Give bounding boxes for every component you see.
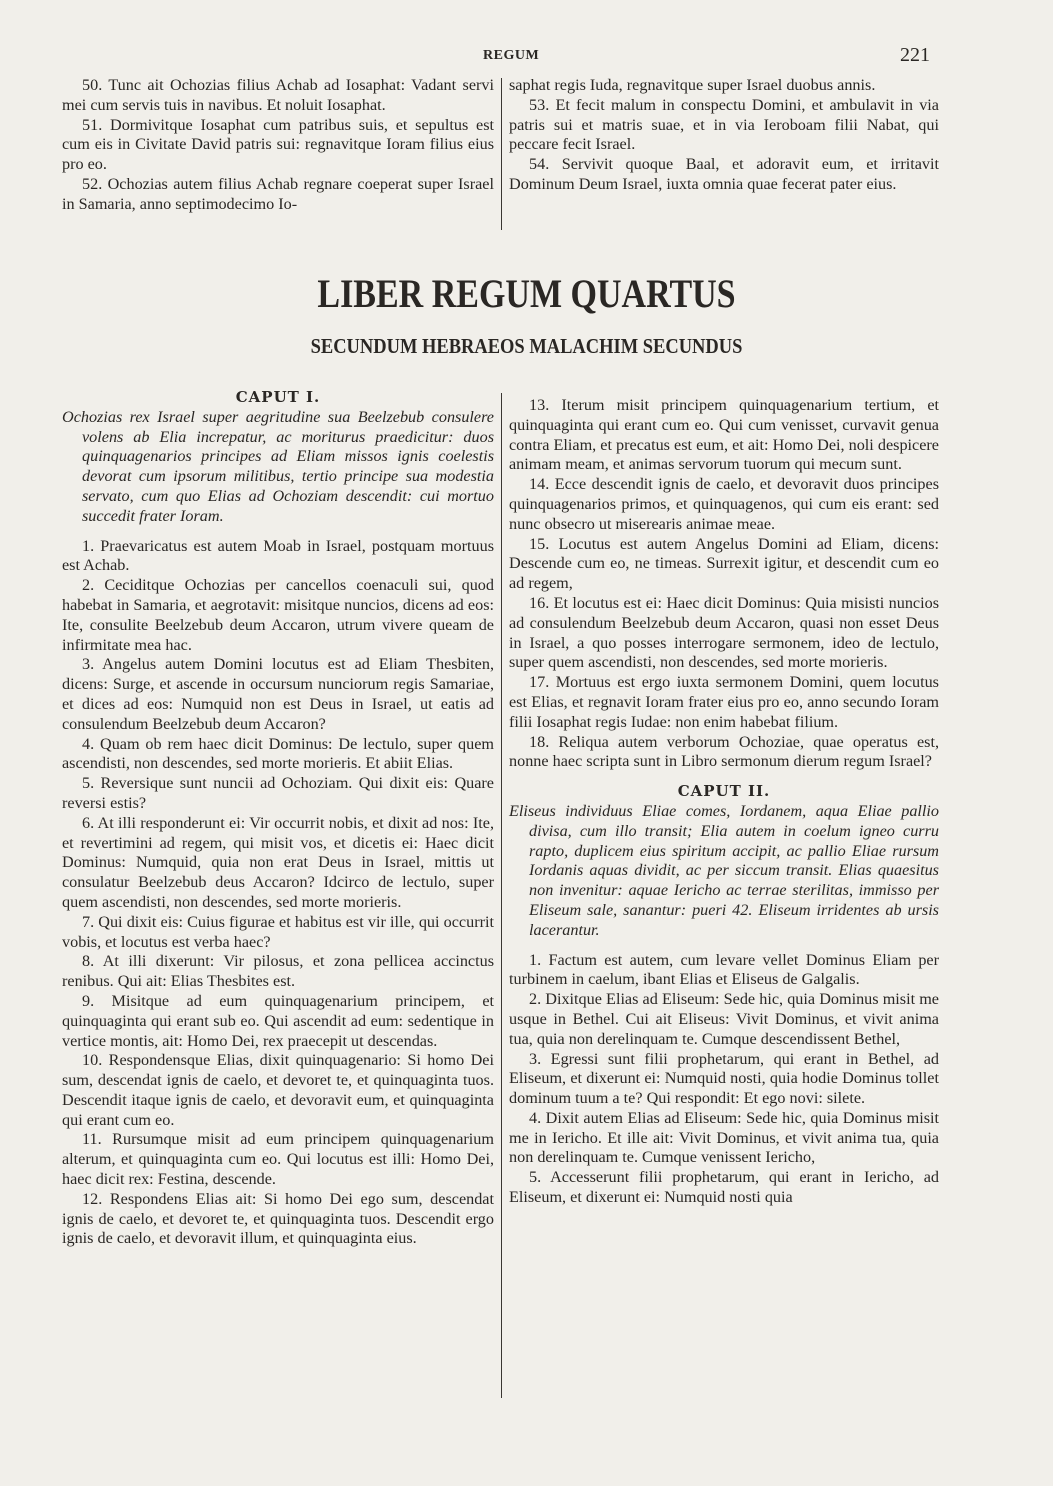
verse: 11. Rursumque misit ad eum principem quinquagenarium alterum, et quinquaginta cum eo. Qui locutus est illi: Homo Dei, haec dicit rex: Festina, descende.: [62, 1130, 494, 1189]
verse: 7. Qui dixit eis: Cuius figurae et habitus est vir ille, qui occurrit vobis, et locutus est verba haec?: [62, 912, 494, 951]
verse: 10. Respondensque Elias, dixit quinquagenario: Si homo Dei sum, descendat ignis de caelo, et devoret te, et quinquaginta tuos. Descendit itaque ignis de caelo, et devoravit eum, et quinquaginta qui erant cum eo.: [62, 1051, 494, 1129]
verse: 5. Reversique sunt nuncii ad Ochoziam. Qui dixit eis: Quare reversi estis?: [62, 774, 494, 812]
verse: 50. Tunc ait Ochozias filius Achab ad Iosaphat: Vadant servi mei cum servis tuis in navibus. Et noluit Iosaphat.: [62, 76, 494, 114]
verse: 2. Ceciditque Ochozias per cancellos coenaculi sui, quod habebat in Samaria, et aegrotavit: misitque nuncios, dicens ad eos: Ite, consulite Beelzebub deum Accaron, utrum vivere queam de infirmitate mea hac.: [62, 576, 494, 654]
verse: 15. Locutus est autem Angelus Domini ad Eliam, dicens: Descende cum eo, ne timeas. Surrexit igitur, et descendit cum eo ad regem,: [509, 534, 939, 593]
running-head: [0, 44, 1053, 68]
verse: 6. At illi responderunt ei: Vir occurrit nobis, et dixit ad nos: Ite, et revertimini ad regem, qui misit vos, et dicetis ei: Haec dicit Dominus: Numquid, quia non erat Deus in Israel, mittis ut consulatur Beelzebub deus Accaron? Idcirco de lectulo, super quem ascendisti, non descendes, sed morte morieris.: [62, 813, 494, 911]
main-left-column: [62, 388, 494, 1249]
verse: 4. Quam ob rem haec dicit Dominus: De lectulo, super quem ascendisti, non descendes, sed morte morieris. Et abiit Elias.: [62, 734, 494, 773]
verse: 9. Misitque ad eum quinquagenarium principem, et quinquaginta qui erant sub eo. Qui ascendit ad eum: sedentique in vertice montis, ait: Homo Dei, rex praecepit ut descendas.: [62, 991, 494, 1050]
column-rule: [501, 393, 502, 1398]
verse: 12. Respondens Elias ait: Si homo Dei ego sum, descendat ignis de caelo, et devoret te, et quinquaginta tuos. Descendit ergo ignis de caelo, et devoravit illum, et quinquaginta eius.: [62, 1189, 494, 1248]
chapter-summary: Ochozias rex Israel super aegritudine sua Beelzebub consulere volens ab Elia increpatur, ac moriturus praedicitur: duos quinquagenarios principes ad Eliam missos ignis coelestis devorat cum ipsorum militibus, tertio principe sua modestia servato, cum quo Elias ad Ochoziam descendit: cui mortuo succedit frater Ioram.: [62, 407, 494, 525]
verse: 17. Mortuus est ergo iuxta sermonem Domini, quem locutus est Elias, et regnavit Ioram frater eius pro eo, anno secundo Ioram filii Iosaphat regis Iudae: non enim habebat filium.: [509, 673, 939, 731]
verse: 5. Accesserunt filii prophetarum, qui erant in Iericho, ad Eliseum, et dixerunt ei: Numquid nosti quia: [509, 1168, 939, 1207]
book-subtitle: SECUNDUM HEBRAEOS MALACHIM SECUNDUS: [310, 334, 743, 358]
top-right-column: [509, 76, 939, 195]
main-right-column: [509, 396, 939, 1208]
running-title: REGUM: [483, 48, 540, 63]
verse: 18. Reliqua autem verborum Ochoziae, quae operatus est, nonne haec scripta sunt in Libro sermonum dierum regum Israel?: [509, 732, 939, 771]
verse: 4. Dixit autem Elias ad Eliseum: Sede hic, quia Dominus misit me in Iericho. Et ille ait: Vivit Dominus, et vivit anima tua, quia non derelinquam te. Cumque venissent Iericho,: [509, 1108, 939, 1167]
verse: 1. Praevaricatus est autem Moab in Israel, postquam mortuus est Achab.: [62, 536, 494, 575]
verse: 51. Dormivitque Iosaphat cum patribus suis, et sepultus est cum eis in Civitate David patris sui: regnavitque Ioram filius eius pro eo.: [62, 115, 494, 174]
verse: 13. Iterum misit principem quinquagenarium tertium, et quinquaginta qui erant cum eo. Qui cum venisset, curvavit genua contra Eliam, et precatus est eum, et ait: Homo Dei, noli despicere animam meam, et animas servorum tuorum qui mecum sunt.: [509, 396, 939, 474]
page-number: 221: [900, 44, 930, 66]
verse: 52. Ochozias autem filius Achab regnare coeperat super Israel in Samaria, anno septimodecimo Io-: [62, 174, 494, 213]
verse: 54. Servivit quoque Baal, et adoravit eum, et irritavit Dominum Deum Israel, iuxta omnia quae fecerat pater eius.: [509, 155, 939, 193]
verse-continuation: saphat regis Iuda, regnavitque super Israel duobus annis.: [509, 76, 876, 94]
verse: 16. Et locutus est ei: Haec dicit Dominus: Quia misisti nuncios ad consulendum Beelzebub deum Accaron, quasi non esset Deus in Israel, a quo posses interrogare sermonem, ideo de lectulo, super quem ascendisti, non descendes, sed morte morieris.: [509, 593, 939, 672]
verse: 8. At illi dixerunt: Vir pilosus, et zona pellicea accinctus renibus. Qui ait: Elias Thesbites est.: [62, 952, 494, 991]
chapter-heading: CAPUT II.: [677, 782, 771, 801]
verse: 53. Et fecit malum in conspectu Domini, et ambulavit in via patris sui et matris suae, et in via Ieroboam filii Nabat, qui peccare fecit Israel.: [509, 95, 939, 154]
verse: 3. Angelus autem Domini locutus est ad Eliam Thesbiten, dicens: Surge, et ascende in occursum nunciorum regis Samariae, et dices ad eos: Numquid non est Deus in Israel, ut eatis ad consulendum Beelzebub deum Accaron?: [62, 655, 494, 733]
chapter-heading: CAPUT I.: [235, 388, 321, 406]
verse: 3. Egressi sunt filii prophetarum, qui erant in Bethel, ad Eliseum, et dixerunt ei: Numquid nosti, quia hodie Dominus tollet dominum tuum a te? Qui respondit: Et ego novi: silete.: [509, 1049, 939, 1108]
verse: 14. Ecce descendit ignis de caelo, et devoravit duos principes quinquagenarios primos, et quinquagenos, qui cum eis erant: sed nunc obsecro ut miserearis animae meae.: [509, 475, 939, 533]
verse: 1. Factum est autem, cum levare vellet Dominus Eliam per turbinem in caelum, ibant Elias et Eliseus de Galgalis.: [509, 950, 939, 989]
chapter-summary: Eliseus individuus Eliae comes, Iordanem, aqua Eliae pallio divisa, cum illo transit; Elia autem in coelum igneo curru rapto, duplicem eius spiritum accipit, ac pallio Eliae rursum Iordanis aquas dividit, ac per siccum transit. Elias quaesitus non invenitur: aquae Iericho ac terrae sterilitas, immisso per Eliseum sale, sanantur: pueri 42. Eliseum irridentes ab ursis lacerantur.: [509, 801, 939, 939]
column-rule: [501, 78, 502, 230]
verse: 2. Dixitque Elias ad Eliseum: Sede hic, quia Dominus misit me usque in Bethel. Cui ait Eliseus: Vivit Dominus, et vivit anima tua, quia non derelinquam te. Cumque descendissent Bethel,: [509, 990, 939, 1048]
book-title: LIBER REGUM QUARTUS: [317, 271, 736, 316]
top-left-column: [62, 76, 494, 215]
